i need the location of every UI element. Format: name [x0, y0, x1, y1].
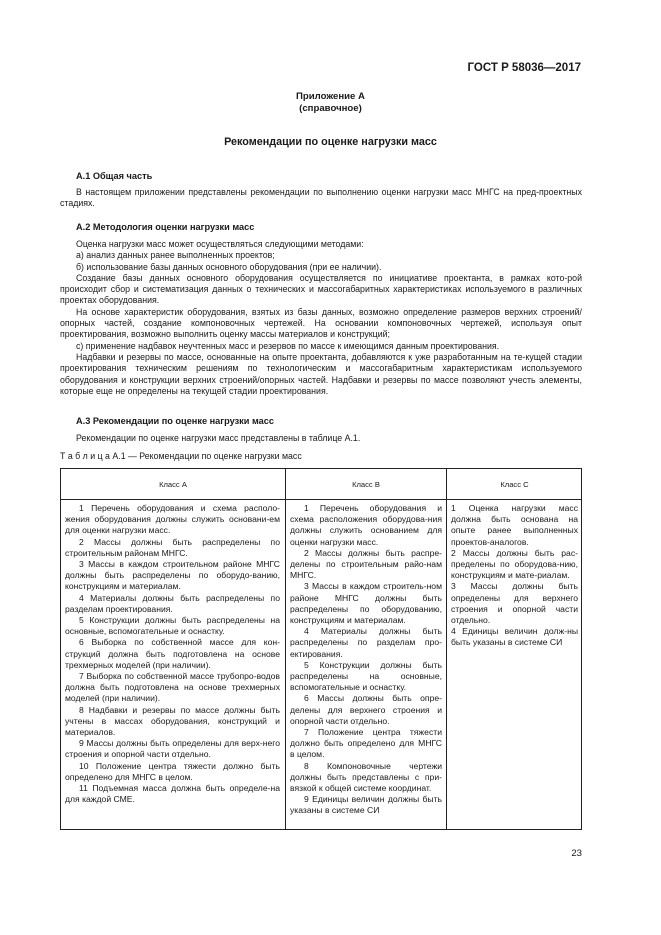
list-item: 2 Массы должны быть рас-пределены по оборудова-нию, конструкциям и мате-риалам.: [451, 547, 578, 581]
header-class-c: Класс С: [500, 480, 529, 489]
cell-class-b: [290, 503, 442, 817]
list-item: 3 Массы должны быть определены для верхнего строения и опорной части отдельно.: [451, 581, 578, 626]
paragraph: На основе характеристик оборудования, взятых из базы данных, возможно определение размеров верхних строений/опорных частей, создание компоновочных чертежей. На основании компоновочных чертежей, используя опыт проектирования, возможно выполнить оценку массы материалов и конструкций;: [60, 306, 582, 340]
list-item: 9 Единицы величин должны быть указаны в системе СИ: [290, 794, 442, 816]
list-item: 2 Массы должны быть распре-делены по строительным райо-нам МНГС.: [290, 547, 442, 581]
header-class-b: Класс В: [352, 480, 380, 489]
list-item: 11 Подъемная масса должна быть определе-на для каждой СМЕ.: [65, 783, 280, 805]
paragraph: Оценка нагрузки масс может осуществляться следующими методами:: [76, 239, 364, 249]
section-a1-heading: А.1 Общая часть: [76, 171, 153, 181]
page-number: 23: [571, 848, 582, 859]
cell-class-a: [65, 503, 280, 805]
list-item: а) анализ данных ранее выполненных проектов;: [76, 250, 275, 261]
header-class-a: Класс А: [159, 480, 187, 489]
list-item: 1 Перечень оборудования и схема располо-жения оборудования должны служить основани-ем для оценки нагрузки масс.: [65, 503, 280, 536]
appendix-title: Приложение А: [296, 91, 365, 102]
list-item: 1 Оценка нагрузки масс должна быть основана на опыте ранее выполненных проектов-аналогов.: [451, 503, 578, 547]
section-a3-body: [60, 433, 582, 444]
list-item: 1 Перечень оборудования и схема расположения оборудова-ния должны служить основанием для оценки нагрузки масс.: [290, 503, 442, 547]
list-item: 5 Конструкции должны быть распределены на основные, вспомогательные и оснастку.: [65, 615, 280, 637]
appendix-subtitle: (справочное): [299, 103, 362, 114]
paragraph: Создание базы данных основного оборудования осуществляется по инициативе проектанта, в рамках кото-рой происходит сбор и систематизация данных о технических и массогабаритных характеристиках используемого в различных проектах оборудования.: [60, 272, 582, 306]
list-item: 3 Массы в каждом строительном районе МНГС должны быть распределены по оборудо-ванию, конструкциям и материалам.: [65, 559, 280, 592]
header-divider: [61, 499, 581, 500]
section-a2-body: [60, 239, 582, 397]
section-a1-body: [60, 187, 582, 210]
paragraph: Надбавки и резервы по массе, основанные на опыте проектанта, добавляются к уже разработанным на те-кущей стадии проектирования техническим решениям по технологическим и массогабаритным характеристикам используемого оборудования и конструкции верхних строений/опорных частей. Надбавки и резервы по массе позволяют учесть элементы, которые еще не определены на текущей стадии проектирования.: [60, 351, 582, 396]
main-title: Рекомендации по оценке нагрузки масс: [224, 136, 437, 148]
list-item: 4 Материалы должны быть распределены по разделам проектирования.: [65, 592, 280, 614]
list-item: 2 Массы должны быть распределены по строительным районам МНГС.: [65, 536, 280, 558]
cell-class-c: [451, 503, 578, 649]
list-item: 6 Массы должны быть опре-делены для верхнего строения и опорной части отдельно.: [290, 693, 442, 726]
list-item: 7 Выборка по собственной массе трубопро-водов должна быть подготовлена на основе трехмерных моделей (при наличии).: [65, 671, 280, 704]
column-divider: [446, 469, 447, 829]
list-item: 10 Положение центра тяжести должно быть определено для МНГС в целом.: [65, 760, 280, 782]
list-item: 7 Положение центра тяжести должно быть определено для МНГС в целом.: [290, 727, 442, 760]
list-item: 3 Массы в каждом строитель-ном районе МНГС должны быть распределены по оборудованию, конструкциям и материалам.: [290, 581, 442, 626]
table-caption: Т а б л и ц а А.1 — Рекомендации по оценке нагрузки масс: [60, 451, 302, 461]
section-a2-heading: А.2 Методология оценки нагрузки масс: [76, 222, 255, 232]
recommendations-table: [60, 468, 582, 830]
paragraph: Рекомендации по оценке нагрузки масс представлены в таблице А.1.: [76, 433, 361, 443]
list-item: 4 Единицы величин долж-ны быть указаны в системе СИ: [451, 626, 578, 648]
list-item: 8 Надбавки и резервы по массе должны быть учтены в массах оборудования, конструкций и материалов.: [65, 704, 280, 738]
list-item: 6 Выборка по собственной массе для кон-струкций должна быть подготовлена на основе трехмерных моделей (при наличии).: [65, 637, 280, 670]
list-item: 9 Массы должны быть определены для верх-него строения и опорной части отдельно.: [65, 738, 280, 760]
standard-number: ГОСТ Р 58036—2017: [467, 62, 581, 74]
list-item: 5 Конструкции должны быть распределены на основные, вспомогательные и оснастку.: [290, 659, 442, 693]
list-item: 8 Компоновочные чертежи должны быть представлены с при-вязкой к общей системе координат.: [290, 760, 442, 794]
paragraph: В настоящем приложении представлены рекомендации по выполнению оценки нагрузки масс МНГС на пред-проектных стадиях.: [60, 187, 582, 209]
list-item: с) применение надбавок неучтенных масс и резервов по массе к имеющимся данным проектирования.: [76, 340, 500, 351]
list-item: б) использование базы данных основного оборудования (при ее наличии).: [76, 261, 382, 272]
column-divider: [285, 469, 286, 829]
list-item: 4 Материалы должны быть распределены по разделам про-ектирования.: [290, 626, 442, 659]
section-a3-heading: А.3 Рекомендации по оценке нагрузки масс: [76, 416, 274, 426]
